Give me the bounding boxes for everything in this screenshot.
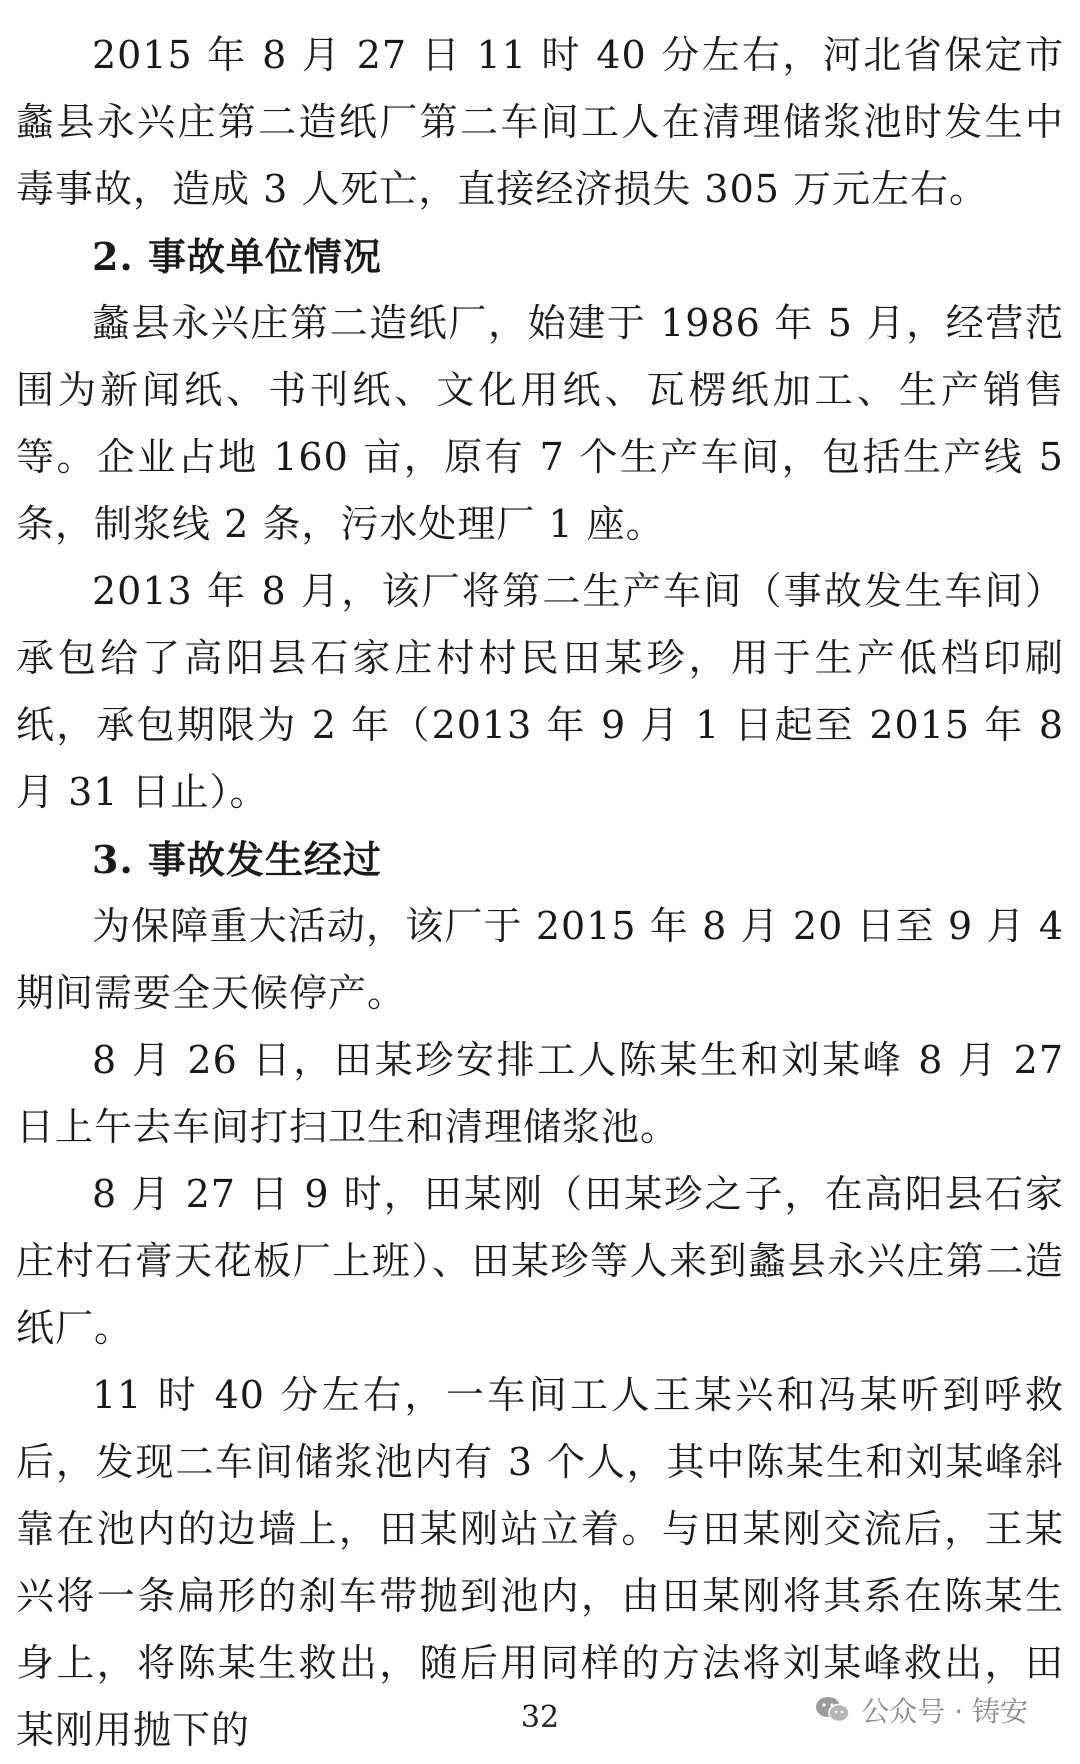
paragraph: 8 月 27 日 9 时，田某刚（田某珍之子，在高阳县石家庄村石膏天花板厂上班）、田某珍等人来到蠡县永兴庄第二造纸厂。 xyxy=(16,1172,1064,1350)
watermark xyxy=(815,1690,1028,1730)
paragraph: 8 月 26 日，田某珍安排工人陈某生和刘某峰 8 月 27 日上午去车间打扫卫生和清理储浆池。 xyxy=(16,1038,1064,1149)
page-number: 32 xyxy=(520,1700,560,1735)
section-heading: 3. 事故发生经过 xyxy=(92,837,382,882)
paragraph: 2015 年 8 月 27 日 11 时 40 分左右，河北省保定市蠡县永兴庄第二造纸厂第二车间工人在清理储浆池时发生中毒事故，造成 3 人死亡，直接经济损失 305 万元左右。 xyxy=(16,33,1064,211)
document-body xyxy=(16,22,1064,1764)
paragraph: 蠡县永兴庄第二造纸厂，始建于 1986 年 5 月，经营范围为新闻纸、书刊纸、文化用纸、瓦楞纸加工、生产销售等。企业占地 160 亩，原有 7 个生产车间，包括生产线 5 条，制浆线 2 条，污水处理厂 1 座。 xyxy=(16,301,1064,546)
section-heading: 2. 事故单位情况 xyxy=(92,234,382,279)
watermark-text: 公众号 · 铸安 xyxy=(861,1695,1028,1728)
paragraph: 11 时 40 分左右，一车间工人王某兴和冯某听到呼救后，发现二车间储浆池内有 3 个人，其中陈某生和刘某峰斜靠在池内的边墙上，田某刚站立着。与田某刚交流后，王某兴将一条扁形的刹车带抛到池内，由田某刚将其系在陈某生身上，将陈某生救出，随后用同样的方法将刘某峰救出，田某刚用抛下的 xyxy=(16,1373,1064,1752)
paragraph: 为保障重大活动，该厂于 2015 年 8 月 20 日至 9 月 4 期间需要全天候停产。 xyxy=(16,904,1064,1015)
wechat-icon xyxy=(815,1695,851,1725)
paragraph: 2013 年 8 月，该厂将第二生产车间（事故发生车间）承包给了高阳县石家庄村村民田某珍，用于生产低档印刷纸，承包期限为 2 年（2013 年 9 月 1 日起至 2015 年 8 月 31 日止）。 xyxy=(16,569,1064,814)
